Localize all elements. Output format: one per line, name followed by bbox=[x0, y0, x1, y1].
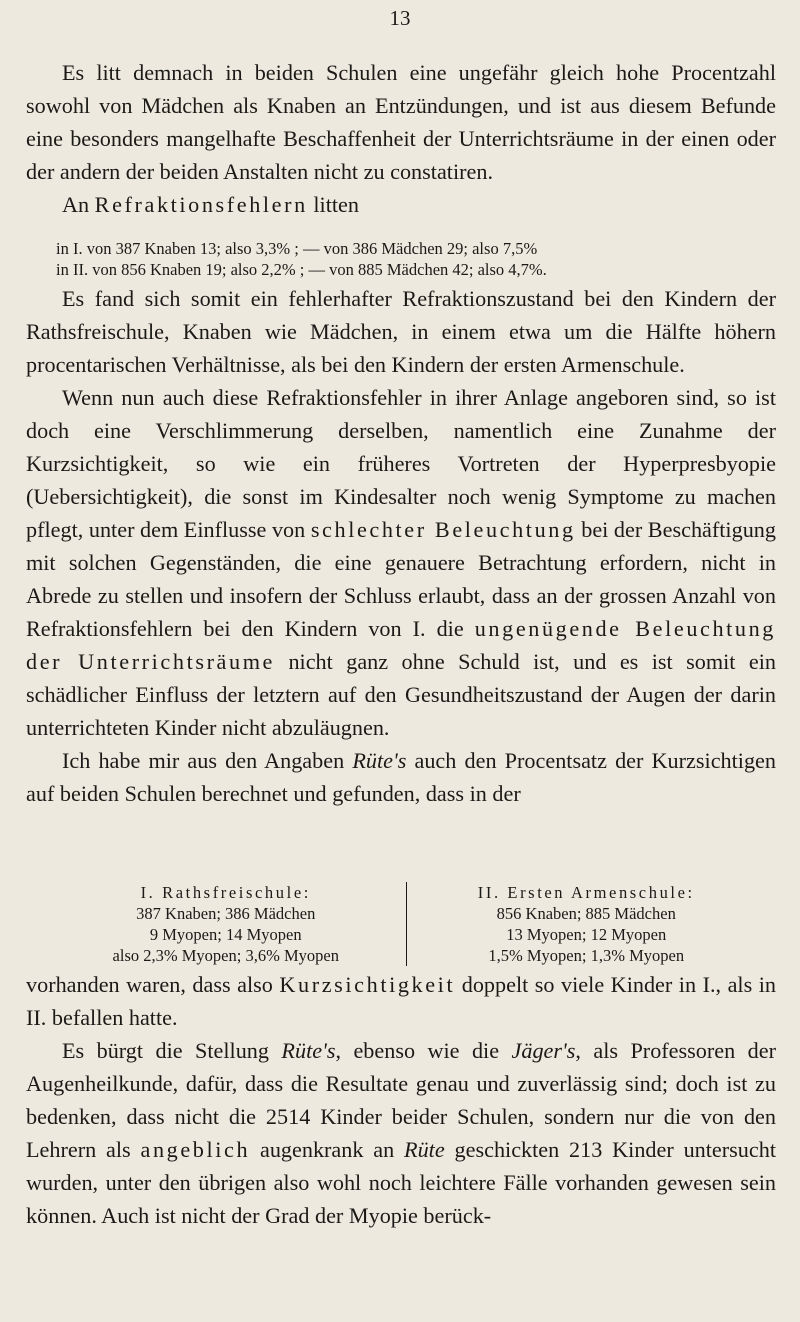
text-block-top bbox=[26, 56, 776, 221]
page-number: 13 bbox=[389, 6, 411, 30]
refraction-line-1: in I. von 387 Knaben 13; also 3,3% ; — von 386 Mädchen 29; also 7,5% bbox=[56, 239, 538, 258]
table-column-armenschule: II. Ersten Armenschule: 856 Knaben; 885 Mädchen 13 Myopen; 12 Myopen 1,5% Myopen; 1,3% Myopen bbox=[477, 883, 695, 965]
paragraph-inflammation: Es litt demnach in beiden Schulen eine ungefähr gleich hohe Procentzahl sowohl von Mädchen als Knaben an Entzündungen, und ist aus diesem Befunde eine besonders mangelhafte Beschaffenheit der Unterrichtsräume in der einen oder der andern der beiden Anstalten nicht zu constatiren. bbox=[26, 60, 776, 184]
paragraph-last: Es bürgt die Stellung Rüte's, ebenso wie die Jäger's, als Professoren der Augenheilkunde, dafür, dass die Resultate genau und zuverlässig sind; doch ist zu bedenken, dass nicht die 2514 Kinder beider Schulen, sondern nur die von den Lehrern als angeblich augenkrank an Rüte geschickten 213 Kinder untersucht wurden, unter den übrigen also wohl noch leichtere Fälle vorhanden gewesen sein können. Auch ist nicht der Grad der Myopie berück- bbox=[26, 1038, 776, 1228]
paragraph-ruete: Ich habe mir aus den Angaben Rüte's auch den Procentsatz der Kurzsichtigen auf beiden Schulen berechnet und gefunden, dass in der bbox=[26, 748, 776, 806]
paragraph-refraction: Es fand sich somit ein fehlerhafter Refraktionszustand bei den Kindern der Rathsfreischule, Knaben wie Mädchen, in einem etwa um die Hälfte höhern procentarischen Verhältnisse, als bei den Kindern der ersten Armenschule. bbox=[26, 286, 776, 377]
text-block-middle bbox=[26, 282, 776, 810]
paragraph-lighting: Wenn nun auch diese Refraktionsfehler in ihrer Anlage angeboren sind, so ist doch eine Verschlimmerung derselben, namentlich eine Zunahme der Kurzsichtigkeit, so wie ein früheres Vortreten der Hyperpresbyopie (Uebersichtigkeit), die sonst im Kindesalter noch wenig Symptome zu machen pflegt, unter dem Einflusse von schlechter Beleuchtung bei der Beschäftigung mit solchen Gegenständen, die eine genauere Betrachtung erfordern, nicht in Abrede zu stellen und insofern der Schluss erlaubt, dass an der grossen Anzahl von Refraktionsfehlern bei den Kindern von I. die ungenügende Beleuchtung der Unterrichtsräume nicht ganz ohne Schuld ist, und es ist somit ein schädlicher Einfluss der letztern auf den Gesundheitszustand der Augen der darin unterrichteten Kinder nicht abzuläugnen. bbox=[26, 385, 777, 740]
table-column-rathsfreischule: I. Rathsfreischule: 387 Knaben; 386 Mädchen 9 Myopen; 14 Myopen also 2,3% Myopen; 3,6% Myopen bbox=[56, 882, 407, 966]
paragraph-after-table: vorhanden waren, dass also Kurzsichtigkeit doppelt so viele Kinder in I., als in II. befallen hatte. bbox=[26, 972, 776, 1030]
myopia-table bbox=[56, 882, 756, 966]
refraction-intro: An Refraktionsfehlern litten bbox=[62, 192, 359, 217]
refraction-line-2: in II. von 856 Knaben 19; also 2,2% ; — von 885 Mädchen 42; also 4,7%. bbox=[56, 260, 547, 279]
refraction-stats bbox=[56, 238, 756, 280]
text-block-bottom bbox=[26, 968, 776, 1232]
